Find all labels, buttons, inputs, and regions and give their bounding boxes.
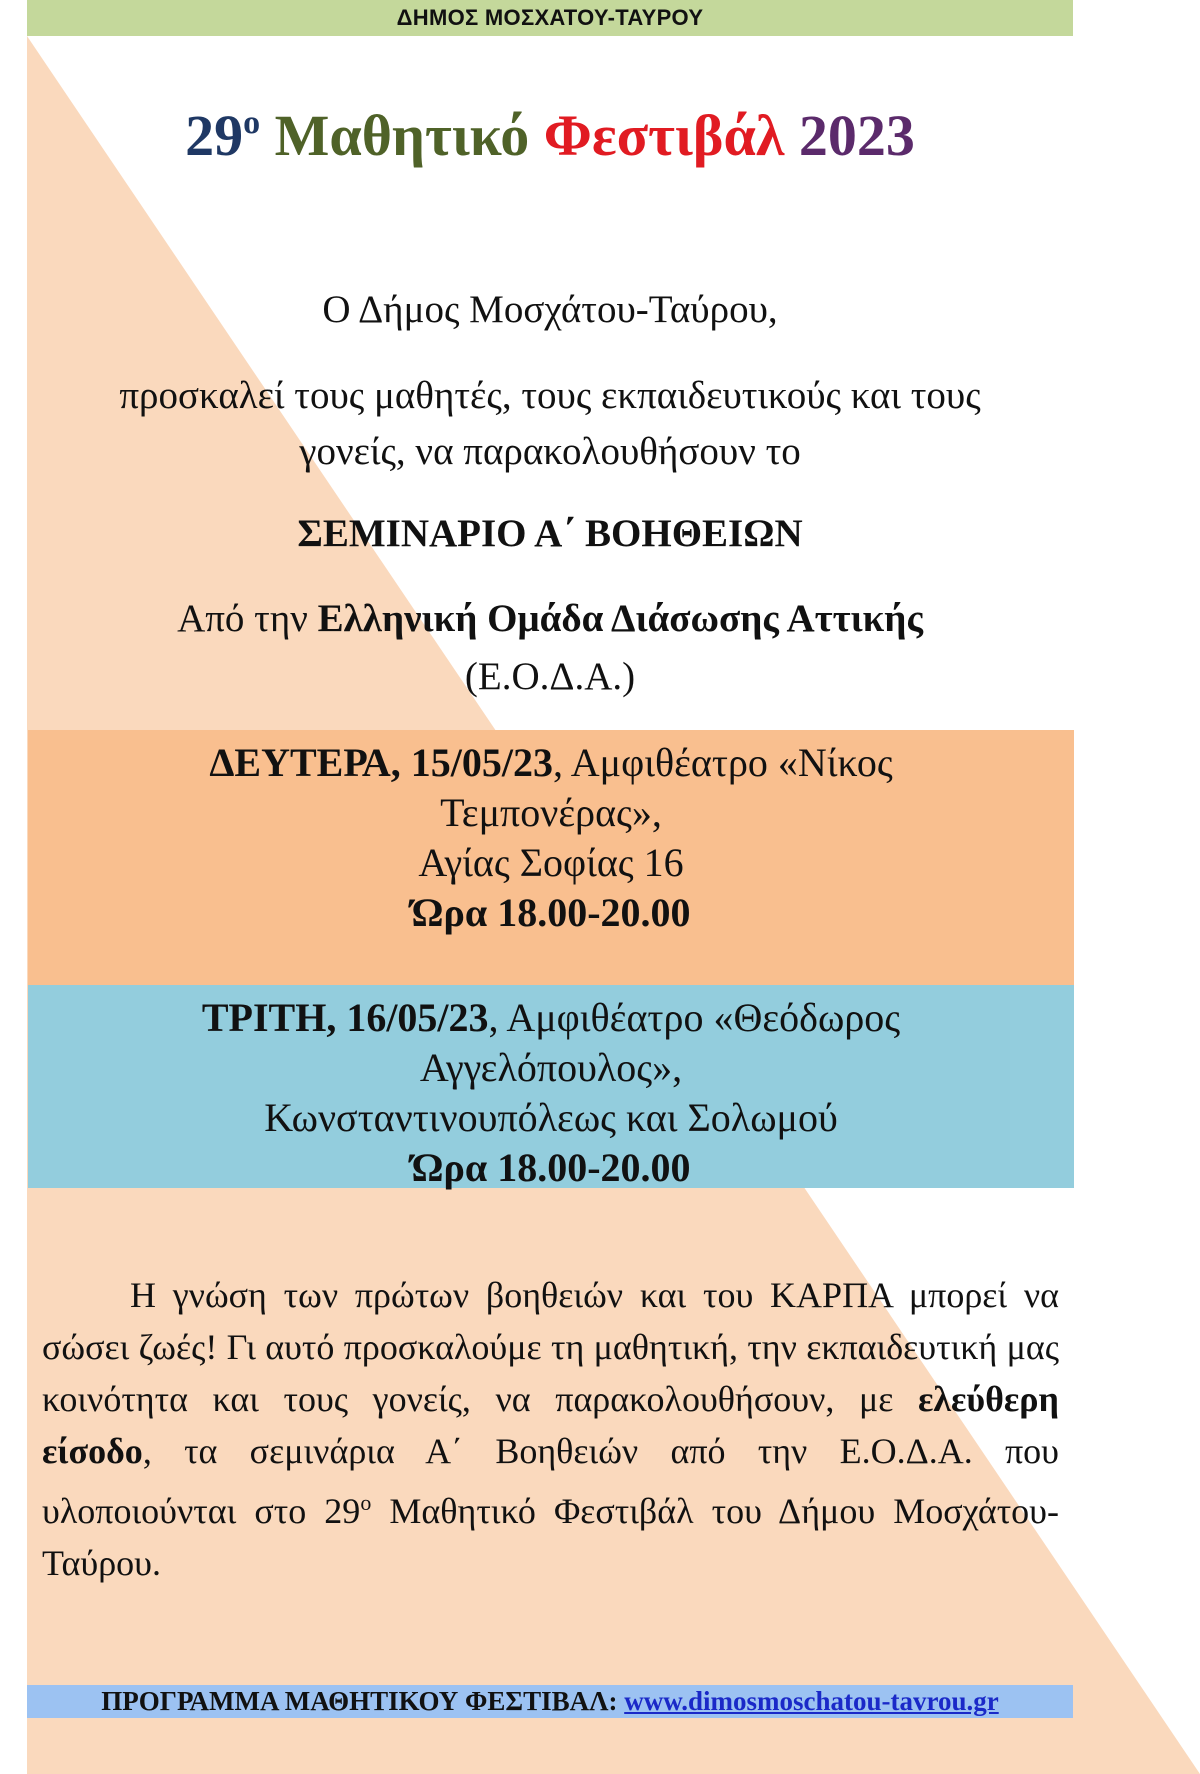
website-link[interactable]: www.dimosmoschatou-tavrou.gr: [624, 1686, 999, 1716]
header-band: [27, 0, 1073, 36]
paragraph-part-3: Μαθητικό Φεστιβάλ του Δήμου Μοσχάτου-Ταύρου.: [42, 1491, 1059, 1583]
paragraph-part-1: Η γνώση των πρώτων βοηθειών και του ΚΑΡΠΑ μπορεί να σώσει ζωές! Γι αυτό προσκαλούμε τη μαθητική, την εκπαιδευτική μας κοινότητα και τους γονείς, να παρακολουθήσουν, με: [42, 1275, 1059, 1419]
event-monday-date: ΔΕΥΤΕΡΑ, 15/05/23: [209, 740, 553, 785]
footer-band: [27, 1685, 1073, 1718]
organization-name: Ελληνική Ομάδα Διάσωσης Αττικής: [317, 597, 923, 640]
event-monday: [28, 730, 1074, 985]
organization-abbreviation: (Ε.Ο.Δ.Α.): [464, 655, 636, 698]
paragraph-part-2: , τα σεμινάρια Α΄ Βοηθειών από την Ε.Ο.Δ.Α. που υλοποιούνται στο 29: [42, 1431, 1059, 1531]
title-word-festival: Φεστιβάλ: [543, 103, 785, 168]
event-tuesday-heading: [28, 993, 1074, 1093]
festival-title: [27, 96, 1073, 176]
event-tuesday-time: Ώρα 18.00-20.00: [411, 1145, 691, 1190]
title-ordinal: ο: [243, 104, 261, 141]
event-monday-heading: [28, 738, 1074, 838]
title-year: 2023: [798, 103, 915, 168]
event-tuesday: [28, 985, 1074, 1188]
program-label: ΠΡΟΓΡΑΜΜΑ ΜΑΘΗΤΙΚΟΥ ΦΕΣΤΙΒΑΛ:: [101, 1686, 618, 1716]
event-monday-time: Ώρα 18.00-20.00: [411, 890, 691, 935]
title-number: $29^o$: [185, 103, 261, 168]
title-word-student: Μαθητικό: [274, 103, 530, 168]
municipality-header: ΔΗΜΟΣ ΜΟΣΧΑΤΟΥ-ΤΑΥΡΟΥ: [396, 5, 704, 30]
event-tuesday-venue: , Αμφιθέατρο «Θεόδωρος Αγγελόπουλος»,: [419, 995, 901, 1090]
seminar-heading: ΣΕΜΙΝΑΡΙΟ Α΄ ΒΟΗΘΕΙΩΝ: [297, 512, 803, 555]
organization-line: [27, 590, 1073, 706]
event-monday-address: Αγίας Σοφίας 16: [418, 840, 684, 885]
event-monday-venue: , Αμφιθέατρο «Νίκος Τεμπονέρας»,: [440, 740, 893, 835]
body-paragraph: [42, 1269, 1059, 1589]
invitation-text: προσκαλεί τους μαθητές, τους εκπαιδευτικούς και τους γονείς, να παρακολουθήσουν το: [119, 374, 981, 473]
event-tuesday-date: ΤΡΙΤΗ, 16/05/23: [201, 995, 489, 1040]
event-tuesday-address: Κωνσταντινουπόλεως και Σολωμού: [264, 1095, 838, 1140]
from-label: Από την: [177, 597, 308, 640]
paragraph-ordinal: ο: [360, 1490, 372, 1515]
free-entry-text: ελεύθερη είσοδο: [42, 1379, 1059, 1471]
intro-line: Ο Δήμος Μοσχάτου-Ταύρου,: [322, 288, 778, 331]
